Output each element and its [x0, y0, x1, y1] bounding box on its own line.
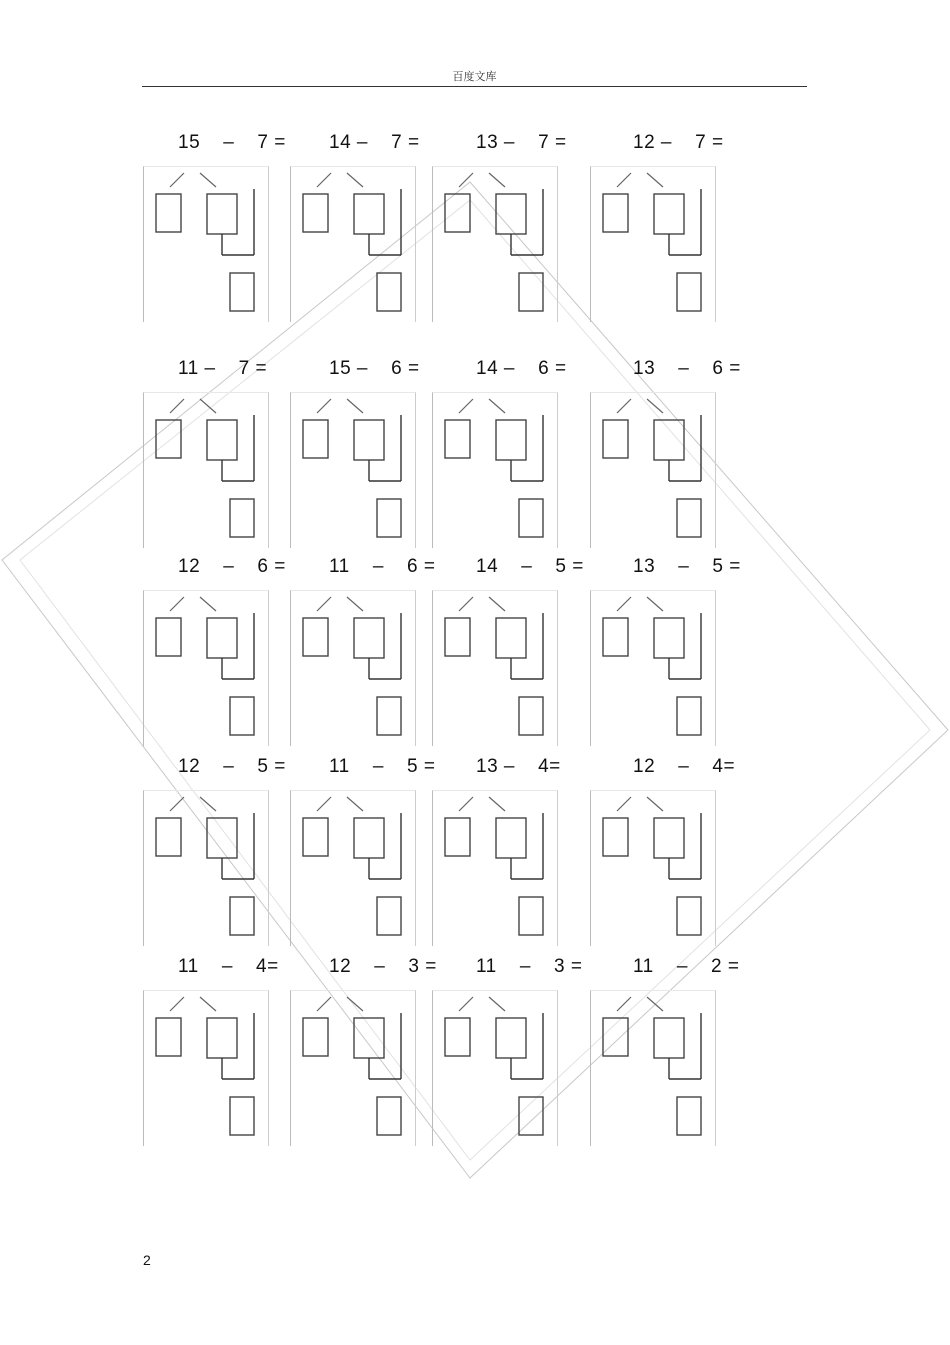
subtraction-problem: [590, 132, 740, 302]
subtraction-problem: [432, 956, 582, 1126]
answer-box-left: [156, 818, 181, 856]
answer-box-result: [519, 1097, 543, 1135]
answer-box-right: [496, 194, 526, 234]
decomposition-card: [290, 590, 416, 746]
answer-box-right: [496, 618, 526, 658]
split-stroke-right: [200, 173, 216, 187]
answer-box-result: [230, 499, 254, 537]
answer-box-left: [303, 1018, 328, 1056]
equation-label: 15 – 7 =: [178, 132, 286, 153]
answer-box-result: [519, 499, 543, 537]
answer-box-right: [354, 618, 384, 658]
split-stroke-right: [200, 597, 216, 611]
split-stroke-right: [489, 997, 505, 1011]
subtraction-problem: [590, 756, 740, 926]
split-stroke-right: [347, 597, 363, 611]
decomposition-card: [432, 392, 558, 548]
equation-label: 12 – 4=: [633, 756, 736, 777]
subtraction-problem: [590, 556, 740, 726]
answer-box-result: [677, 1097, 701, 1135]
split-stroke-left: [170, 997, 184, 1011]
answer-box-left: [303, 194, 328, 232]
decomposition-card: [143, 990, 269, 1146]
split-stroke-left: [170, 597, 184, 611]
equation-label: 13 – 7 =: [476, 132, 567, 153]
answer-box-right: [354, 194, 384, 234]
decomposition-card: [432, 166, 558, 322]
answer-box-result: [230, 897, 254, 935]
answer-box-left: [603, 618, 628, 656]
answer-box-right: [654, 420, 684, 460]
equation-label: 13 – 6 =: [633, 358, 741, 379]
split-stroke-right: [647, 173, 663, 187]
subtraction-problem: [590, 358, 740, 528]
decomposition-card: [590, 166, 716, 322]
decomposition-card: [590, 590, 716, 746]
answer-box-result: [230, 1097, 254, 1135]
subtraction-problem: [432, 556, 582, 726]
split-stroke-right: [647, 797, 663, 811]
split-stroke-right: [347, 173, 363, 187]
decomposition-card: [290, 990, 416, 1146]
answer-box-left: [303, 818, 328, 856]
equation-label: 12 – 6 =: [178, 556, 286, 577]
answer-box-result: [377, 499, 401, 537]
equation-label: 13 – 5 =: [633, 556, 741, 577]
subtraction-problem: [290, 556, 440, 726]
equation-label: 11 – 5 =: [329, 756, 436, 777]
split-stroke-left: [617, 399, 631, 413]
decomposition-card: [143, 790, 269, 946]
answer-box-result: [230, 273, 254, 311]
split-stroke-left: [317, 173, 331, 187]
answer-box-left: [603, 420, 628, 458]
answer-box-left: [445, 618, 470, 656]
subtraction-problem: [290, 358, 440, 528]
subtraction-problem: [290, 956, 440, 1126]
split-stroke-left: [617, 597, 631, 611]
answer-box-right: [207, 618, 237, 658]
split-stroke-left: [170, 797, 184, 811]
answer-box-result: [377, 897, 401, 935]
split-stroke-right: [347, 797, 363, 811]
equation-label: 15 – 6 =: [329, 358, 420, 379]
split-stroke-right: [347, 399, 363, 413]
subtraction-problem: [143, 956, 293, 1126]
answer-box-result: [519, 897, 543, 935]
decomposition-card: [432, 790, 558, 946]
answer-box-right: [207, 420, 237, 460]
split-stroke-left: [617, 797, 631, 811]
answer-box-right: [207, 818, 237, 858]
split-stroke-left: [317, 797, 331, 811]
decomposition-card: [590, 990, 716, 1146]
equation-label: 11 – 3 =: [476, 956, 583, 977]
header-divider: [142, 86, 807, 87]
split-stroke-right: [200, 399, 216, 413]
answer-box-right: [207, 1018, 237, 1058]
equation-label: 12 – 7 =: [633, 132, 724, 153]
decomposition-card: [590, 790, 716, 946]
decomposition-card: [143, 392, 269, 548]
subtraction-problem: [143, 132, 293, 302]
equation-label: 11 – 4=: [178, 956, 279, 977]
answer-box-result: [677, 897, 701, 935]
decomposition-card: [290, 166, 416, 322]
decomposition-card: [290, 392, 416, 548]
equation-label: 11 – 6 =: [329, 556, 436, 577]
split-stroke-right: [200, 997, 216, 1011]
decomposition-card: [432, 590, 558, 746]
answer-box-result: [677, 273, 701, 311]
answer-box-left: [303, 618, 328, 656]
split-stroke-left: [170, 173, 184, 187]
split-stroke-right: [647, 399, 663, 413]
page-number: 2: [143, 1252, 151, 1268]
answer-box-left: [445, 194, 470, 232]
subtraction-problem: [432, 756, 582, 926]
subtraction-problem: [143, 756, 293, 926]
subtraction-problem: [290, 756, 440, 926]
equation-label: 14 – 5 =: [476, 556, 584, 577]
split-stroke-left: [317, 399, 331, 413]
split-stroke-right: [489, 597, 505, 611]
split-stroke-left: [459, 797, 473, 811]
subtraction-problem: [143, 556, 293, 726]
split-stroke-left: [459, 997, 473, 1011]
equation-label: 13 – 4=: [476, 756, 561, 777]
split-stroke-left: [459, 399, 473, 413]
answer-box-right: [496, 818, 526, 858]
subtraction-problem: [143, 358, 293, 528]
answer-box-right: [654, 1018, 684, 1058]
answer-box-right: [496, 1018, 526, 1058]
split-stroke-right: [200, 797, 216, 811]
subtraction-problem: [290, 132, 440, 302]
split-stroke-left: [459, 173, 473, 187]
answer-box-right: [654, 194, 684, 234]
answer-box-right: [207, 194, 237, 234]
answer-box-left: [156, 618, 181, 656]
answer-box-right: [654, 818, 684, 858]
answer-box-right: [354, 818, 384, 858]
answer-box-right: [496, 420, 526, 460]
subtraction-problem: [432, 358, 582, 528]
answer-box-result: [677, 499, 701, 537]
split-stroke-left: [617, 173, 631, 187]
split-stroke-right: [489, 797, 505, 811]
split-stroke-left: [317, 997, 331, 1011]
answer-box-left: [603, 818, 628, 856]
equation-label: 14 – 6 =: [476, 358, 567, 379]
answer-box-result: [377, 1097, 401, 1135]
split-stroke-left: [617, 997, 631, 1011]
decomposition-card: [590, 392, 716, 548]
answer-box-right: [654, 618, 684, 658]
answer-box-left: [603, 1018, 628, 1056]
answer-box-left: [156, 1018, 181, 1056]
answer-box-left: [156, 194, 181, 232]
answer-box-result: [519, 697, 543, 735]
answer-box-left: [445, 818, 470, 856]
answer-box-result: [519, 273, 543, 311]
header-title: 百度文库: [452, 70, 497, 83]
decomposition-card: [290, 790, 416, 946]
answer-box-left: [445, 1018, 470, 1056]
decomposition-card: [143, 590, 269, 746]
subtraction-problem: [432, 132, 582, 302]
answer-box-left: [303, 420, 328, 458]
split-stroke-right: [647, 597, 663, 611]
answer-box-left: [603, 194, 628, 232]
split-stroke-right: [489, 399, 505, 413]
equation-label: 11 – 7 =: [178, 358, 268, 379]
equation-label: 12 – 3 =: [329, 956, 437, 977]
answer-box-left: [445, 420, 470, 458]
decomposition-card: [432, 990, 558, 1146]
answer-box-result: [230, 697, 254, 735]
answer-box-left: [156, 420, 181, 458]
equation-label: 11 – 2 =: [633, 956, 740, 977]
subtraction-problem: [590, 956, 740, 1126]
answer-box-result: [377, 697, 401, 735]
split-stroke-left: [459, 597, 473, 611]
split-stroke-left: [317, 597, 331, 611]
split-stroke-right: [489, 173, 505, 187]
split-stroke-left: [170, 399, 184, 413]
answer-box-right: [354, 1018, 384, 1058]
split-stroke-right: [347, 997, 363, 1011]
answer-box-right: [354, 420, 384, 460]
answer-box-result: [377, 273, 401, 311]
answer-box-result: [677, 697, 701, 735]
equation-label: 14 – 7 =: [329, 132, 420, 153]
equation-label: 12 – 5 =: [178, 756, 286, 777]
decomposition-card: [143, 166, 269, 322]
split-stroke-right: [647, 997, 663, 1011]
